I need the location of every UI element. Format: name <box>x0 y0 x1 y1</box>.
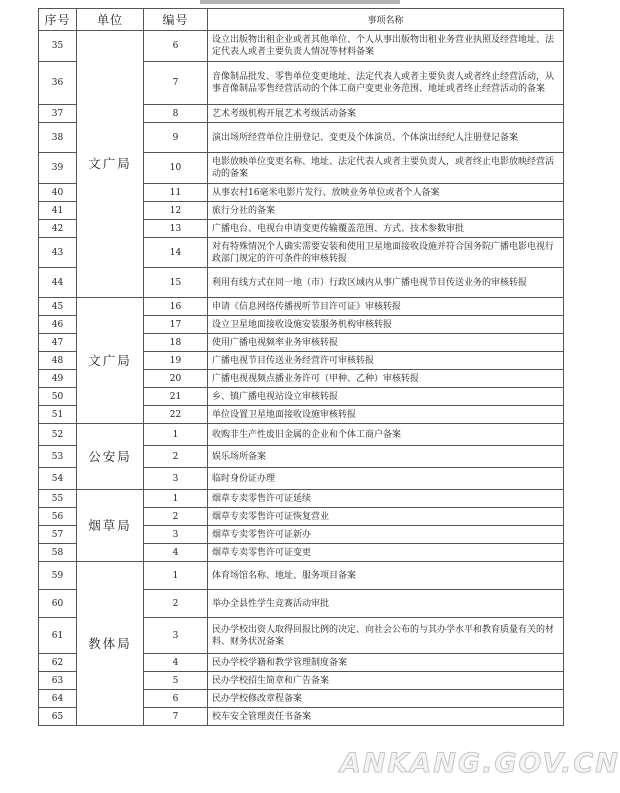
row-matter-name: 收购非生产性废旧金属的企业和个体工商户备案 <box>208 424 564 446</box>
row-seq: 55 <box>39 490 77 508</box>
row-matter-name: 艺术考级机构开展艺术考级活动备案 <box>208 105 564 123</box>
row-matter-name: 体育场馆名称、地址、服务项目备案 <box>208 562 564 590</box>
row-seq: 37 <box>39 105 77 123</box>
row-seq: 62 <box>39 654 77 672</box>
table-body <box>39 31 564 726</box>
row-matter-name: 申请《信息网络传播视听节目许可证》审核转报 <box>208 298 564 316</box>
row-seq: 47 <box>39 334 77 352</box>
row-num: 7 <box>144 62 208 105</box>
row-num: 6 <box>144 690 208 708</box>
table-row <box>39 298 564 316</box>
row-num: 11 <box>144 184 208 202</box>
row-seq: 58 <box>39 544 77 562</box>
row-matter-name: 烟草专卖零售许可证恢复营业 <box>208 508 564 526</box>
row-seq: 54 <box>39 468 77 490</box>
row-matter-name: 从事农村16毫米电影片发行、放映业务单位或者个人备案 <box>208 184 564 202</box>
row-num: 9 <box>144 123 208 153</box>
row-matter-name: 音像制品批发、零售单位变更地址、法定代表人或者主要负责人或者终止经营活动，从事音像制品零售经营活动的个体工商户变更业务范围、地址或者终止经营活动的备案 <box>208 62 564 105</box>
row-seq: 50 <box>39 388 77 406</box>
row-matter-name: 民办学校修改章程备案 <box>208 690 564 708</box>
row-matter-name: 广播电视节目传送业务经营许可审核转报 <box>208 352 564 370</box>
row-seq: 35 <box>39 31 77 62</box>
row-seq: 60 <box>39 590 77 618</box>
row-num: 17 <box>144 316 208 334</box>
row-seq: 36 <box>39 62 77 105</box>
row-seq: 53 <box>39 446 77 468</box>
row-num: 21 <box>144 388 208 406</box>
row-num: 2 <box>144 508 208 526</box>
row-num: 19 <box>144 352 208 370</box>
row-seq: 49 <box>39 370 77 388</box>
row-num: 3 <box>144 526 208 544</box>
row-num: 3 <box>144 468 208 490</box>
row-seq: 57 <box>39 526 77 544</box>
row-matter-name: 单位设置卫星地面接收设施审核转报 <box>208 406 564 424</box>
row-num: 14 <box>144 238 208 268</box>
row-seq: 39 <box>39 153 77 184</box>
header-num: 编号 <box>144 9 208 31</box>
row-seq: 38 <box>39 123 77 153</box>
row-num: 15 <box>144 268 208 298</box>
row-matter-name: 娱乐场所备案 <box>208 446 564 468</box>
row-seq: 42 <box>39 220 77 238</box>
watermark: ANKANG.GOV.CN <box>340 748 620 779</box>
unit-cell: 文广局 <box>77 298 144 424</box>
row-seq: 61 <box>39 618 77 654</box>
row-matter-name: 临时身份证办理 <box>208 468 564 490</box>
table-row <box>39 31 564 62</box>
cropped-title-remnant <box>200 0 400 4</box>
row-seq: 45 <box>39 298 77 316</box>
row-num: 20 <box>144 370 208 388</box>
table-row <box>39 562 564 590</box>
row-num: 6 <box>144 31 208 62</box>
unit-cell: 烟草局 <box>77 490 144 562</box>
header-row <box>39 9 564 31</box>
row-num: 1 <box>144 490 208 508</box>
row-num: 22 <box>144 406 208 424</box>
row-matter-name: 广播电台、电视台申请变更传输覆盖范围、方式、技术参数审批 <box>208 220 564 238</box>
header-name: 事项名称 <box>208 9 564 31</box>
row-num: 10 <box>144 153 208 184</box>
row-num: 13 <box>144 220 208 238</box>
row-matter-name: 设立出版物出租企业或者其他单位、个人从事出版物出租业务营业执照及经营地址、法定代表人或者主要负责人情况等材料备案 <box>208 31 564 62</box>
row-seq: 56 <box>39 508 77 526</box>
row-matter-name: 设立卫星地面接收设施安装服务机构审核转报 <box>208 316 564 334</box>
header-unit: 单位 <box>77 9 144 31</box>
row-matter-name: 校车安全管理责任书备案 <box>208 708 564 726</box>
row-seq: 51 <box>39 406 77 424</box>
row-num: 3 <box>144 618 208 654</box>
row-num: 16 <box>144 298 208 316</box>
row-matter-name: 演出场所经营单位注册登记、变更及个体演员、个体演出经纪人注册登记备案 <box>208 123 564 153</box>
row-seq: 63 <box>39 672 77 690</box>
row-seq: 52 <box>39 424 77 446</box>
row-num: 4 <box>144 654 208 672</box>
row-matter-name: 烟草专卖零售许可证新办 <box>208 526 564 544</box>
table-row <box>39 424 564 446</box>
row-num: 18 <box>144 334 208 352</box>
row-num: 2 <box>144 590 208 618</box>
row-matter-name: 民办学校学籍和教学管理制度备案 <box>208 654 564 672</box>
row-num: 7 <box>144 708 208 726</box>
row-matter-name: 烟草专卖零售许可证变更 <box>208 544 564 562</box>
row-seq: 40 <box>39 184 77 202</box>
row-matter-name: 民办学校出资人取得回报比例的决定、向社会公布的与其办学水平和教育质量有关的材料、财务状况备案 <box>208 618 564 654</box>
row-matter-name: 民办学校招生简章和广告备案 <box>208 672 564 690</box>
row-seq: 41 <box>39 202 77 220</box>
row-matter-name: 旅行分社的备案 <box>208 202 564 220</box>
row-seq: 46 <box>39 316 77 334</box>
row-seq: 44 <box>39 268 77 298</box>
row-matter-name: 举办全县性学生竞赛活动审批 <box>208 590 564 618</box>
row-num: 1 <box>144 424 208 446</box>
unit-cell: 文广局 <box>77 31 144 298</box>
row-seq: 59 <box>39 562 77 590</box>
row-num: 4 <box>144 544 208 562</box>
row-matter-name: 使用广播电视频率业务审核转报 <box>208 334 564 352</box>
row-matter-name: 烟草专卖零售许可证延续 <box>208 490 564 508</box>
row-matter-name: 广播电视视频点播业务许可（甲种、乙种）审核转报 <box>208 370 564 388</box>
row-num: 8 <box>144 105 208 123</box>
row-num: 1 <box>144 562 208 590</box>
row-matter-name: 电影放映单位变更名称、地址、法定代表人或者主要负责人，或者终止电影放映经营活动的备案 <box>208 153 564 184</box>
row-seq: 65 <box>39 708 77 726</box>
matters-table <box>38 8 564 726</box>
row-seq: 43 <box>39 238 77 268</box>
row-num: 5 <box>144 672 208 690</box>
unit-cell: 教体局 <box>77 562 144 726</box>
row-num: 12 <box>144 202 208 220</box>
unit-cell: 公安局 <box>77 424 144 490</box>
row-num: 2 <box>144 446 208 468</box>
table-row <box>39 490 564 508</box>
header-seq: 序号 <box>39 9 77 31</box>
row-seq: 48 <box>39 352 77 370</box>
row-seq: 64 <box>39 690 77 708</box>
row-matter-name: 对有特殊情况个人确实需要安装和使用卫星地面接收设施并符合国务院广播电影电视行政部门规定的许可条件的审核转报 <box>208 238 564 268</box>
row-matter-name: 乡、镇广播电视站设立审核转报 <box>208 388 564 406</box>
row-matter-name: 利用有线方式在同一地（市）行政区域内从事广播电视节目传送业务的审核转报 <box>208 268 564 298</box>
